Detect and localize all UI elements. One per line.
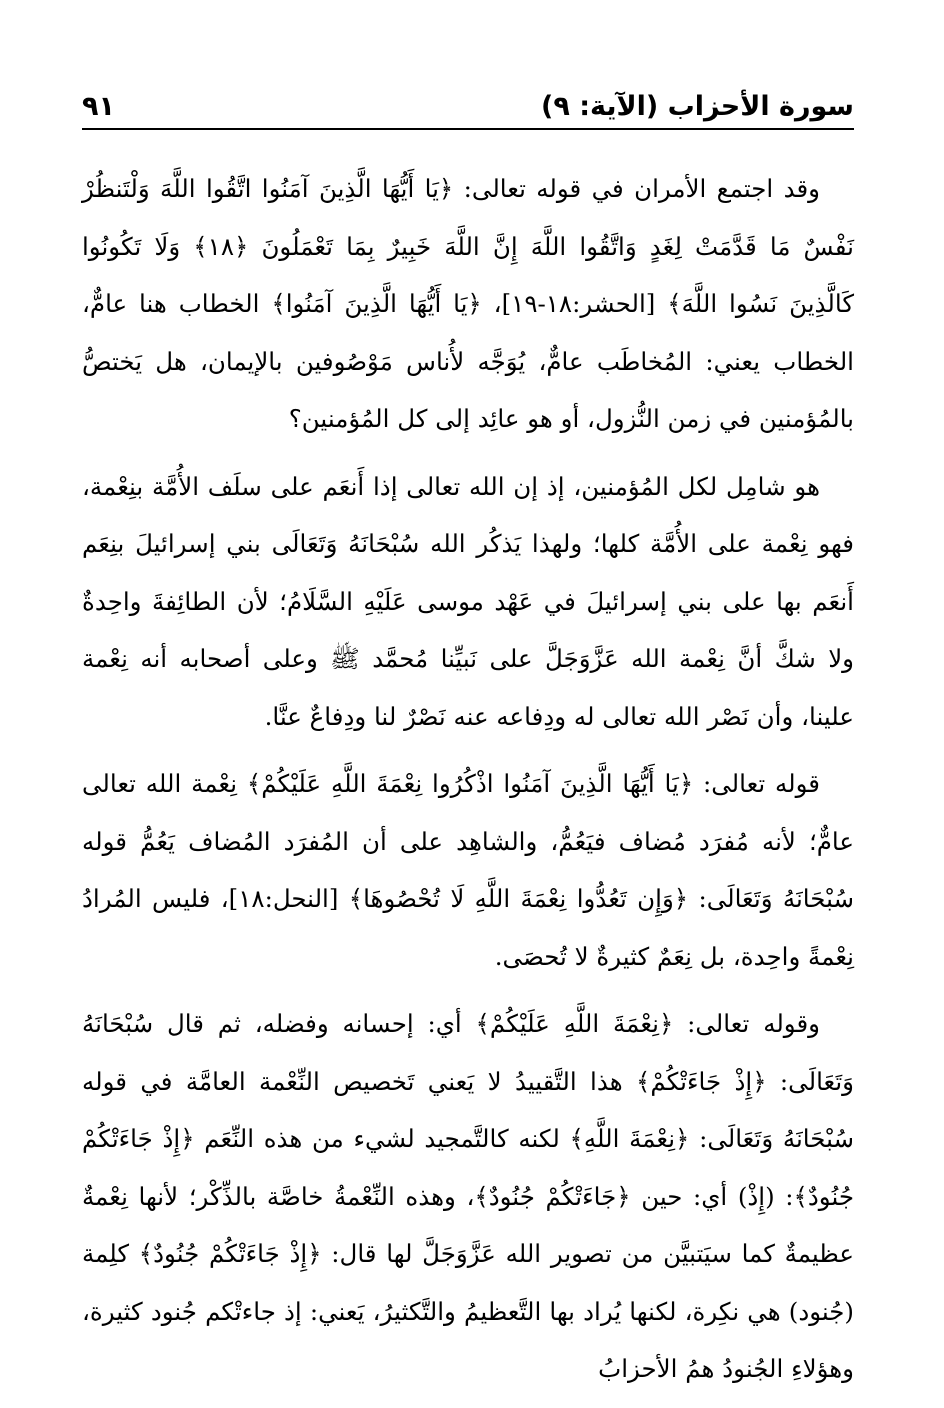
paragraph-4	[82, 995, 854, 1398]
paragraph-1	[82, 160, 854, 448]
page-header	[82, 78, 854, 122]
paragraph-3	[82, 755, 854, 985]
paragraph-3-text: قوله تعالى: ﴿يَا أَيُّهَا الَّذِينَ آمَنُوا اذْكُرُوا نِعْمَةَ اللَّهِ عَلَيْكُمْ﴾ نِعْمة الله تعالى عامٌّ؛ لأنه مُفرَد مُضاف فيَعُمُّ، والشاهِد على أن المُفرَد المُضاف يَعُمُّ قوله سُبْحَانَهُ وَتَعَالَى: ﴿وَإِن تَعُدُّوا نِعْمَةَ اللَّهِ لَا تُحْصُوهَا﴾ [النحل:١٨]، فليس المُرادُ نِعْمةً واحِدة، بل نِعَمٌ كثيرةٌ لا تُحصَى.	[82, 769, 854, 971]
paragraph-1-text: وقد اجتمع الأمران في قوله تعالى: ﴿يَا أَيُّهَا الَّذِينَ آمَنُوا اتَّقُوا اللَّهَ وَلْتَنظُرْ نَفْسٌ مَا قَدَّمَتْ لِغَدٍ وَاتَّقُوا اللَّهَ إِنَّ اللَّهَ خَبِيرٌ بِمَا تَعْمَلُونَ ﴿١٨﴾ وَلَا تَكُونُوا كَالَّذِينَ نَسُوا اللَّهَ﴾ [الحشر:١٨-١٩]، ﴿يَا أَيُّهَا الَّذِينَ آمَنُوا﴾ الخطاب هنا عامٌّ، الخطاب يعني: المُخاطَب عامٌّ، يُوَجَّه لأُناس مَوْصُوفين بالإيمان، هل يَختصُّ بالمُؤمنين في زمن النُّزول، أو هو عائِد إلى كل المُؤمنين؟	[82, 174, 854, 433]
header-rule	[82, 128, 854, 130]
page-body	[82, 160, 854, 1408]
running-title: سورة الأحزاب (الآية: ٩)	[540, 91, 854, 122]
page-number: ٩١	[82, 91, 115, 122]
paragraph-2	[82, 458, 854, 746]
paragraph-4-text: وقوله تعالى: ﴿نِعْمَةَ اللَّهِ عَلَيْكُمْ﴾ أي: إحسانه وفضله، ثم قال سُبْحَانَهُ وَتَعَالَى: ﴿إِذْ جَاءَتْكُمْ﴾ هذا التَّقييدُ لا يَعني تَخصيص النِّعْمة العامَّة في قوله سُبْحَانَهُ وَتَعَالَى: ﴿نِعْمَةَ اللَّهِ﴾ لكنه كالتَّمجيد لشيء من هذه النِّعَم ﴿إِذْ جَاءَتْكُمْ جُنُودٌ﴾: (إِذْ) أي: حين ﴿جَاءَتْكُمْ جُنُودٌ﴾، وهذه النِّعْمةُ خاصَّة بالذِّكْر؛ لأنها نِعْمةٌ عظيمةٌ كما سيَتبيَّن من تصوير الله عَزَّوَجَلَّ لها قال: ﴿إِذْ جَاءَتْكُمْ جُنُودٌ﴾ كلِمة (جُنود) هي نكِرة، لكنها يُراد بها التَّعظيمُ والتَّكثيرُ، يَعني: إذ جاءتْكم جُنود كثيرة، وهؤلاءِ الجُنودُ همُ الأحزابُ	[82, 1009, 854, 1383]
paragraph-2-text: هو شامِل لكل المُؤمنين، إذ إن الله تعالى إذا أَنعَم على سلَف الأُمَّة بنِعْمة، فهو نِعْمة على الأُمَّة كلها؛ ولهذا يَذكُر الله سُبْحَانَهُ وَتَعَالَى بني إسرائيلَ بنِعَم أَنعَم بها على بني إسرائيلَ في عَهْد موسى عَلَيْهِ السَّلَامُ؛ لأن الطائِفةَ واحِدةٌ ولا شكَّ أنَّ نِعْمة الله عَزَّوَجَلَّ على نَبيِّنا مُحمَّد ﷺ وعلى أصحابه أنه نِعْمة علينا، وأن نَصْر الله تعالى له ودِفاعه عنه نَصْرٌ لنا ودِفاعٌ عنَّا.	[82, 471, 854, 731]
